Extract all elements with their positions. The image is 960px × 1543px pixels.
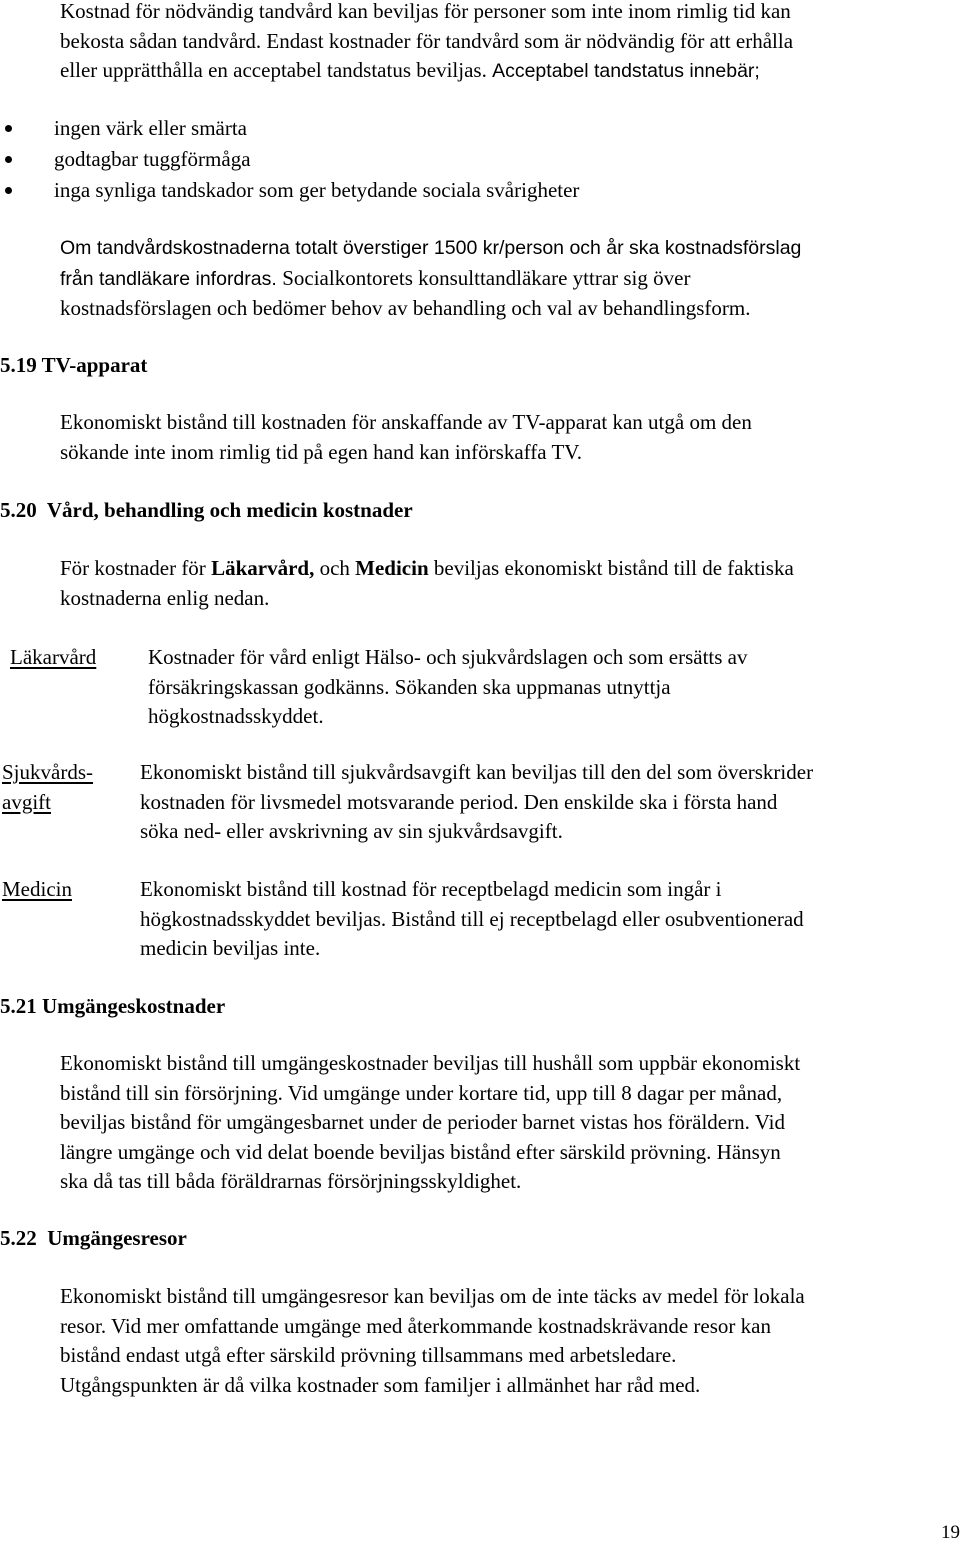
paragraph-line bbox=[60, 264, 801, 295]
definition-line: medicin beviljas inte. bbox=[140, 936, 321, 960]
paragraph-line: kostnadsförslagen och bedömer behov av behandling och val av behandlingsform. bbox=[60, 296, 751, 320]
intro-text: För kostnader för bbox=[60, 556, 212, 580]
intro-line bbox=[60, 56, 793, 87]
intro-line: Kostnad för nödvändig tandvård kan beviljas för personer som inte inom rimlig tid kan bbox=[60, 0, 791, 23]
paragraph-line: resor. Vid mer omfattande umgänge med återkommande kostnadskrävande resor kan bbox=[60, 1313, 771, 1338]
intro-paragraph bbox=[60, 0, 793, 87]
paragraph-line: Om tandvårdskostnaderna totalt överstiger 1500 kr/person och år ska kostnadsförslag bbox=[60, 237, 802, 259]
paragraph-line: beviljas bistånd för umgängesbarnet under de perioder barnet vistas hos föräldern. Vid bbox=[60, 1110, 785, 1134]
bold-term-lakarvard: Läkarvård, bbox=[211, 556, 315, 580]
paragraph-line: Ekonomiskt bistånd till kostnaden för anskaffande av TV-apparat kan utgå om den bbox=[60, 410, 752, 434]
section-5-21-text bbox=[60, 1049, 800, 1197]
term-line: Sjukvårds- bbox=[2, 760, 93, 784]
intro-text-sans: Acceptabel tandstatus innebär; bbox=[492, 60, 760, 82]
cost-estimate-paragraph bbox=[60, 234, 801, 324]
paragraph-line: ska då tas till båda föräldrarnas försörjningsskyldighet. bbox=[60, 1169, 522, 1193]
definition-line: försäkringskassan godkänns. Sökanden ska uppmanas utnyttja bbox=[148, 674, 671, 699]
paragraph-text-serif: Socialkontorets konsulttandläkare yttrar sig över bbox=[282, 265, 691, 290]
section-heading-5-22: 5.22 Umgängesresor bbox=[0, 1226, 187, 1250]
paragraph-line: sökande inte inom rimlig tid på egen hand kan införskaffa TV. bbox=[60, 439, 582, 464]
term-lakarvard: Läkarvård bbox=[10, 645, 97, 669]
intro-text: och bbox=[314, 556, 356, 580]
section-5-22-text bbox=[60, 1282, 805, 1400]
definition-medicin bbox=[140, 875, 804, 964]
definition-sjukvardsavgift bbox=[140, 758, 813, 847]
section-5-20-intro bbox=[60, 554, 794, 613]
definition-line: Kostnader för vård enligt Hälso- och sjukvårdslagen och som ersätts av bbox=[148, 645, 748, 669]
paragraph-text: från tandläkare infordras. bbox=[60, 267, 277, 290]
intro-text: beviljas ekonomiskt bistånd till de faktiska bbox=[428, 556, 794, 580]
section-5-19-text bbox=[60, 408, 752, 467]
bold-term-medicin: Medicin bbox=[355, 556, 429, 580]
intro-text: eller upprätthålla en acceptabel tandstatus beviljas. bbox=[60, 58, 487, 82]
section-heading-5-19: 5.19 TV-apparat bbox=[0, 353, 148, 377]
definition-line: Ekonomiskt bistånd till kostnad för receptbelagd medicin som ingår i bbox=[140, 877, 722, 901]
definition-line: söka ned- eller avskrivning av sin sjukvårdsavgift. bbox=[140, 819, 563, 843]
term-line: avgift bbox=[2, 789, 51, 814]
page-number: 19 bbox=[941, 1522, 960, 1543]
list-item: inga synliga tandskador som ger betydande sociala svårigheter bbox=[0, 175, 579, 206]
paragraph-line: längre umgänge och vid delat boende beviljas bistånd efter särskild prövning. Hänsyn bbox=[60, 1139, 781, 1164]
definition-line: högkostnadsskyddet. bbox=[148, 704, 324, 728]
list-item: ingen värk eller smärta bbox=[0, 113, 579, 144]
term-sjukvardsavgift bbox=[2, 758, 93, 817]
definition-line: Ekonomiskt bistånd till sjukvårdsavgift kan beviljas till den del som överskrider bbox=[140, 760, 814, 784]
acceptable-status-list bbox=[0, 113, 579, 206]
intro-line: bekosta sådan tandvård. Endast kostnader för tandvård som är nödvändig för att erhålla bbox=[60, 28, 794, 53]
definition-lakarvard bbox=[148, 643, 748, 732]
section-heading-5-20: 5.20 Vård, behandling och medicin kostnader bbox=[0, 498, 413, 522]
list-item: godtagbar tuggförmåga bbox=[0, 144, 579, 175]
definition-line: kostnaden för livsmedel motsvarande period. Den enskilde ska i första hand bbox=[140, 789, 778, 814]
paragraph-line: Utgångspunkten är då vilka kostnader som familjer i allmänhet har råd med. bbox=[60, 1372, 701, 1397]
paragraph-line: kostnaderna enlig nedan. bbox=[60, 585, 270, 610]
term-medicin: Medicin bbox=[2, 877, 72, 901]
paragraph-line: Ekonomiskt bistånd till umgängesresor kan beviljas om de inte täcks av medel för lokala bbox=[60, 1284, 805, 1308]
definition-line: högkostnadsskyddet beviljas. Bistånd till ej receptbelagd eller osubventionerad bbox=[140, 906, 804, 931]
paragraph-line: bistånd endast utgå efter särskild prövning tillsammans med arbetsledare. bbox=[60, 1343, 677, 1367]
paragraph-line bbox=[60, 554, 794, 584]
section-heading-5-21: 5.21 Umgängeskostnader bbox=[0, 994, 226, 1018]
paragraph-line: Ekonomiskt bistånd till umgängeskostnader beviljas till hushåll som uppbär ekonomiskt bbox=[60, 1051, 801, 1075]
paragraph-line: bistånd till sin försörjning. Vid umgänge under kortare tid, upp till 8 dagar per månad, bbox=[60, 1080, 783, 1105]
